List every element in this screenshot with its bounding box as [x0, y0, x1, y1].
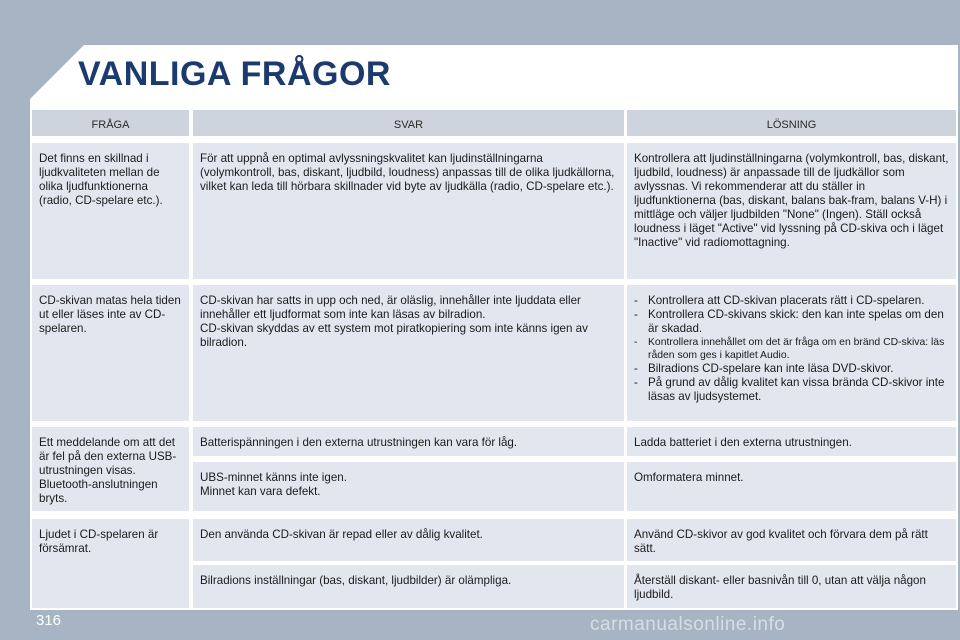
answer-cell: Den använda CD-skivan är repad eller av dålig kvalitet. — [193, 519, 624, 561]
watermark: carmanualsonline.info — [590, 614, 786, 635]
solution-item: - Kontrollera innehållet om det är fråga om en bränd CD-skiva: läs råden som ges i kapitlet Audio. — [634, 336, 949, 362]
answer-line: CD-skivan skyddas av ett system mot piratkopiering som inte känns igen av bilradion. — [200, 322, 588, 349]
solution-list — [634, 294, 949, 404]
solution-item: - Kontrollera att CD-skivan placerats rätt i CD-spelaren. — [634, 294, 949, 308]
solution-item: - Bilradions CD-spelare kan inte läsa DVD-skivor. — [634, 362, 949, 376]
answer-line: UBS-minnet känns inte igen. — [200, 471, 347, 484]
solution-cell — [627, 285, 956, 421]
solution-cell: Omformatera minnet. — [627, 462, 956, 511]
page-title: VANLIGA FRÅGOR — [78, 55, 391, 93]
question-cell: CD-skivan matas hela tiden ut eller läses inte av CD-spelaren. — [32, 285, 189, 421]
answer-cell — [193, 285, 624, 421]
page-number: 316 — [36, 612, 62, 629]
answer-line: Batterispänningen i den externa utrustningen kan vara för låg. — [200, 436, 518, 449]
answer-line: CD-skivan har satts in upp och ned, är oläslig, innehåller inte ljuddata eller innehåller ett ljudformat som inte kan läsas av bilradion. — [200, 294, 581, 321]
header-answer: SVAR — [193, 110, 624, 136]
answer-cell: Bilradions inställningar (bas, diskant, ljudbilder) är olämpliga. — [193, 565, 624, 608]
solution-cell: Ladda batteriet i den externa utrustningen. — [627, 427, 956, 456]
solution-item: - Kontrollera CD-skivans skick: den kan inte spelas om den är skadad. — [634, 308, 949, 336]
solution-cell: Återställ diskant- eller basnivån till 0, utan att välja någon ljudbild. — [627, 565, 956, 608]
solution-cell: Använd CD-skivor av god kvalitet och förvara dem på rätt sätt. — [627, 519, 956, 561]
answer-cell — [193, 462, 624, 511]
question-cell: Ljudet i CD-spelaren är försämrat. — [32, 519, 189, 608]
header-solution: LÖSNING — [627, 110, 956, 136]
answer-line: Minnet kan vara defekt. — [200, 485, 321, 498]
header-question: FRÅGA — [32, 110, 189, 136]
question-cell: Det finns en skillnad i ljudkvaliteten mellan de olika ljudfunktionerna (radio, CD-spelare etc.). — [32, 143, 189, 279]
solution-item: - På grund av dålig kvalitet kan vissa brända CD-skivor inte läsas av ljudsystemet. — [634, 376, 949, 404]
question-cell: Ett meddelande om att det är fel på den externa USB-utrustningen visas. Bluetooth-anslutningen bryts. — [32, 427, 189, 511]
folded-corner — [30, 45, 84, 99]
solution-cell: Kontrollera att ljudinställningarna (volymkontroll, bas, diskant, ljudbild, loudness) är anpassade till de ljudkällor som avlyssnas. Vi rekommenderar att du ställer in ljudfunktionerna (bas, diskant, balans bak-fram, balans V-H) i mittläge och väljer ljudbilden "None" (Ingen). Ställ också loudness i läget "Active" vid lyssning på CD-skiva och i läget "Inactive" vid radiomottagning. — [627, 143, 956, 279]
answer-cell: För att uppnå en optimal avlyssningskvalitet kan ljudinställningarna (volymkontroll, bas, diskant, ljudbild, loudness) anpassas till de olika ljudkällorna, vilket kan leda till hörbara skillnader vid byte av ljudkälla (radio, CD-spelare etc.). — [193, 143, 624, 279]
answer-cell — [193, 427, 624, 456]
